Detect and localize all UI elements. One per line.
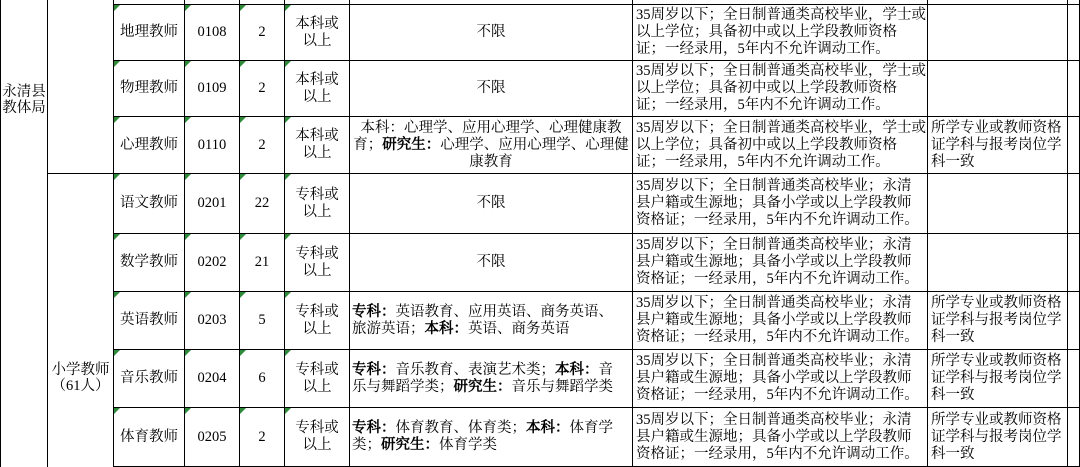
green-triangle-icon	[240, 234, 246, 240]
degree-level-label: 研究生：	[382, 136, 441, 153]
major-requirement	[477, 195, 506, 212]
major-cell[interactable]	[350, 5, 633, 61]
notes-cell[interactable]	[928, 117, 1068, 174]
green-triangle-icon	[114, 5, 120, 11]
education-requirement: 专科或 以上	[295, 303, 339, 337]
education-cell[interactable]	[285, 174, 350, 234]
position-cell[interactable]	[114, 174, 185, 234]
green-triangle-icon	[114, 292, 120, 298]
extra-cell[interactable]	[1068, 292, 1080, 350]
extra-cell[interactable]	[1068, 5, 1080, 61]
table-row	[0, 408, 1080, 467]
other-requirements-cell[interactable]	[633, 292, 928, 350]
green-triangle-icon	[185, 408, 191, 414]
major-text: 体育教育、体育类；	[395, 420, 526, 436]
other-requirements-cell[interactable]	[633, 174, 928, 234]
notes-text: 所学专业或教师资格 证学科与报考岗位学 科一致	[931, 119, 1062, 170]
major-cell[interactable]	[350, 117, 633, 174]
extra-cell[interactable]	[1068, 234, 1080, 292]
green-triangle-icon	[285, 61, 291, 67]
education-requirement: 本科或 以上	[295, 128, 339, 161]
green-triangle-icon	[185, 5, 191, 11]
position-name: 语文教师	[120, 195, 178, 211]
education-requirement: 专科或 以上	[295, 245, 339, 279]
major-text: 不限	[476, 24, 506, 40]
other-requirements: 35周岁以下；全日制普通类高校毕业，学士或 以上学位；具备初中或以上学段教师资格 证；一经录用，5年内不允许调动工作。	[636, 63, 926, 113]
position-name: 音乐教师	[120, 370, 178, 386]
position-cell[interactable]	[114, 61, 185, 117]
degree-level-label: 研究生：	[453, 378, 512, 395]
table-row	[0, 61, 1080, 117]
green-triangle-icon	[185, 174, 191, 180]
green-triangle-icon	[240, 61, 246, 67]
other-requirements: 35周岁以下；全日制普通类高校毕业，学士或 以上学位；具备初中或以上学段教师资格 证；一经录用，5年内不允许调动工作。	[636, 7, 926, 57]
code-cell[interactable]	[185, 174, 240, 234]
major-cell[interactable]	[350, 234, 633, 292]
position-cell[interactable]	[114, 234, 185, 292]
major-text: 心理学、应用心理学、心理健 康教育	[440, 136, 629, 170]
major-cell[interactable]	[350, 408, 633, 467]
position-name: 地理教师	[120, 24, 178, 40]
extra-cell[interactable]	[1068, 408, 1080, 467]
education-cell[interactable]	[285, 5, 350, 61]
notes-cell[interactable]	[928, 61, 1068, 117]
major-text: 英语、商务英语	[468, 320, 570, 337]
code-cell[interactable]	[185, 292, 240, 350]
position-code: 0109	[197, 80, 227, 96]
green-triangle-icon	[285, 117, 291, 123]
notes-cell[interactable]	[928, 408, 1068, 467]
other-requirements: 35周岁以下；全日制普通类高校毕业；永清 县户籍或生源地；具备小学或以上学段教师 资格证；一经录用，5年内不允许调动工作。	[636, 411, 919, 462]
notes-cell[interactable]	[928, 5, 1068, 61]
count-cell[interactable]	[240, 5, 285, 61]
major-cell[interactable]	[350, 174, 633, 234]
hiring-count: 2	[258, 136, 266, 153]
major-cell[interactable]	[350, 350, 633, 408]
major-text: 英语教育、应用英语、商务英语、 旅游英语；	[352, 303, 613, 337]
education-cell[interactable]	[285, 117, 350, 174]
green-triangle-icon	[185, 292, 191, 298]
education-cell[interactable]	[285, 292, 350, 350]
notes-cell[interactable]	[928, 234, 1068, 292]
other-requirements-cell[interactable]	[633, 61, 928, 117]
major-text: 体育学类	[439, 437, 497, 453]
green-triangle-icon	[114, 234, 120, 240]
position-name: 体育教师	[120, 428, 178, 445]
major-requirement	[352, 362, 613, 396]
education-cell[interactable]	[285, 61, 350, 117]
other-requirements: 35周岁以下；全日制普通类高校毕业，学士或 以上学位；具备初中或以上学段教师资格 证；一经录用，5年内不允许调动工作。	[636, 119, 926, 170]
hiring-count: 2	[258, 428, 266, 445]
position-code: 0108	[197, 24, 227, 40]
green-triangle-icon	[240, 408, 246, 414]
position-cell[interactable]	[114, 5, 185, 61]
education-requirement: 专科或 以上	[295, 361, 339, 395]
green-triangle-icon	[114, 61, 120, 67]
education-requirement: 专科或 以上	[295, 186, 339, 220]
code-cell[interactable]	[185, 117, 240, 174]
hiring-count: 2	[258, 80, 266, 96]
position-cell[interactable]	[114, 408, 185, 467]
major-text: 本科：心理学、应用心理学、心理健康教 育；	[353, 119, 622, 153]
green-triangle-icon	[185, 117, 191, 123]
code-cell[interactable]	[185, 61, 240, 117]
position-code: 0204	[197, 370, 227, 386]
major-requirement	[477, 80, 506, 97]
notes-cell[interactable]	[928, 292, 1068, 350]
education-requirement: 专科或 以上	[295, 420, 339, 453]
other-requirements-cell[interactable]	[633, 408, 928, 467]
position-name: 数学教师	[120, 254, 178, 270]
major-text: 体育学 类；	[352, 420, 613, 453]
hiring-count: 21	[254, 254, 270, 270]
table-row	[0, 5, 1080, 61]
green-triangle-icon	[285, 234, 291, 240]
position-code: 0203	[197, 312, 227, 328]
major-cell[interactable]	[350, 292, 633, 350]
position-code: 0205	[197, 428, 227, 445]
count-cell[interactable]	[240, 350, 285, 408]
major-requirement	[477, 254, 506, 271]
other-requirements: 35周岁以下；全日制普通类高校毕业；永清 县户籍或生源地；具备小学或以上学段教师 资格证；一经录用，5年内不允许调动工作。	[636, 353, 919, 403]
table-row	[0, 234, 1080, 292]
education-cell[interactable]	[285, 234, 350, 292]
green-triangle-icon	[285, 292, 291, 298]
position-cell[interactable]	[114, 292, 185, 350]
extra-cell[interactable]	[1068, 61, 1080, 117]
table-row	[0, 350, 1080, 408]
green-triangle-icon	[185, 61, 191, 67]
major-text: 音乐教育、表演艺术类；	[395, 361, 555, 378]
notes-text: 所学专业或教师资格 证学科与报考岗位学 科一致	[931, 411, 1062, 462]
code-cell[interactable]	[185, 234, 240, 292]
extra-cell[interactable]	[1068, 350, 1080, 408]
green-triangle-icon	[114, 117, 120, 123]
unit-name: 永清县 教体局	[2, 84, 46, 116]
count-cell[interactable]	[240, 117, 285, 174]
green-triangle-icon	[240, 292, 246, 298]
degree-level-label: 研究生：	[381, 437, 439, 453]
other-requirements: 35周岁以下；全日制普通类高校毕业；永清 县户籍或生源地；具备小学或以上学段教师 资格证；一经录用，5年内不允许调动工作。	[636, 178, 919, 228]
other-requirements-cell[interactable]	[633, 117, 928, 174]
major-cell[interactable]	[350, 61, 633, 117]
position-code: 0201	[197, 195, 227, 211]
green-triangle-icon	[185, 350, 191, 356]
degree-level-label: 专科：	[352, 361, 396, 378]
education-requirement: 本科或 以上	[295, 15, 339, 49]
major-text: 音 乐与舞蹈学类；	[352, 361, 613, 395]
notes-text: 所学专业或教师资格 证学科与报考岗位学 科一致	[931, 353, 1062, 403]
code-cell[interactable]	[185, 350, 240, 408]
notes-cell[interactable]	[928, 350, 1068, 408]
degree-level-label: 专科：	[352, 303, 396, 320]
position-name: 英语教师	[120, 312, 178, 328]
other-requirements-cell[interactable]	[633, 234, 928, 292]
code-cell[interactable]	[185, 408, 240, 467]
green-triangle-icon	[285, 174, 291, 180]
major-text: 不限	[476, 195, 506, 211]
code-cell[interactable]	[185, 5, 240, 61]
table-row	[0, 292, 1080, 350]
count-cell[interactable]	[240, 61, 285, 117]
green-triangle-icon	[240, 5, 246, 11]
position-cell[interactable]	[114, 117, 185, 174]
education-cell[interactable]	[285, 408, 350, 467]
extra-cell[interactable]	[1068, 174, 1080, 234]
green-triangle-icon	[185, 234, 191, 240]
green-triangle-icon	[240, 350, 246, 356]
count-cell[interactable]	[240, 408, 285, 467]
count-cell[interactable]	[240, 174, 285, 234]
notes-cell[interactable]	[928, 174, 1068, 234]
major-text: 不限	[476, 254, 506, 270]
major-requirement	[352, 420, 613, 454]
position-code: 0110	[197, 136, 227, 153]
other-requirements: 35周岁以下；全日制普通类高校毕业；永清 县户籍或生源地；具备小学或以上学段教师 资格证；一经录用，5年内不允许调动工作。	[636, 237, 919, 287]
green-triangle-icon	[114, 408, 120, 414]
green-triangle-icon	[114, 350, 120, 356]
category-name: 小学教师 （61人）	[51, 362, 110, 394]
hiring-count: 2	[258, 24, 266, 40]
education-requirement: 本科或 以上	[295, 71, 339, 105]
table-row	[0, 117, 1080, 174]
major-requirement	[477, 24, 506, 41]
hiring-count: 22	[254, 195, 270, 211]
position-cell[interactable]	[114, 350, 185, 408]
other-requirements-cell[interactable]	[633, 5, 928, 61]
major-text: 不限	[476, 80, 506, 96]
other-requirements: 35周岁以下；全日制普通类高校毕业；永清 县户籍或生源地；具备小学或以上学段教师 资格证；一经录用，5年内不允许调动工作。	[636, 295, 919, 345]
green-triangle-icon	[285, 350, 291, 356]
green-triangle-icon	[240, 174, 246, 180]
education-cell[interactable]	[285, 350, 350, 408]
notes-text: 所学专业或教师资格 证学科与报考岗位学 科一致	[931, 295, 1062, 345]
green-triangle-icon	[240, 117, 246, 123]
position-name: 心理教师	[120, 136, 178, 153]
hiring-count: 5	[258, 312, 266, 328]
count-cell[interactable]	[240, 234, 285, 292]
major-text: 音乐与舞蹈学类	[511, 378, 613, 395]
green-triangle-icon	[285, 5, 291, 11]
major-requirement	[352, 304, 613, 338]
green-triangle-icon	[114, 174, 120, 180]
major-requirement	[353, 120, 629, 171]
extra-cell[interactable]	[1068, 117, 1080, 174]
position-name: 物理教师	[120, 80, 178, 96]
count-cell[interactable]	[240, 292, 285, 350]
other-requirements-cell[interactable]	[633, 350, 928, 408]
degree-level-label: 本科：	[526, 420, 570, 436]
degree-level-label: 本科：	[555, 361, 599, 378]
degree-level-label: 本科：	[424, 320, 468, 337]
degree-level-label: 专科：	[352, 420, 396, 436]
table-row	[0, 174, 1080, 234]
green-triangle-icon	[285, 408, 291, 414]
hiring-count: 6	[258, 370, 266, 386]
position-code: 0202	[197, 254, 227, 270]
